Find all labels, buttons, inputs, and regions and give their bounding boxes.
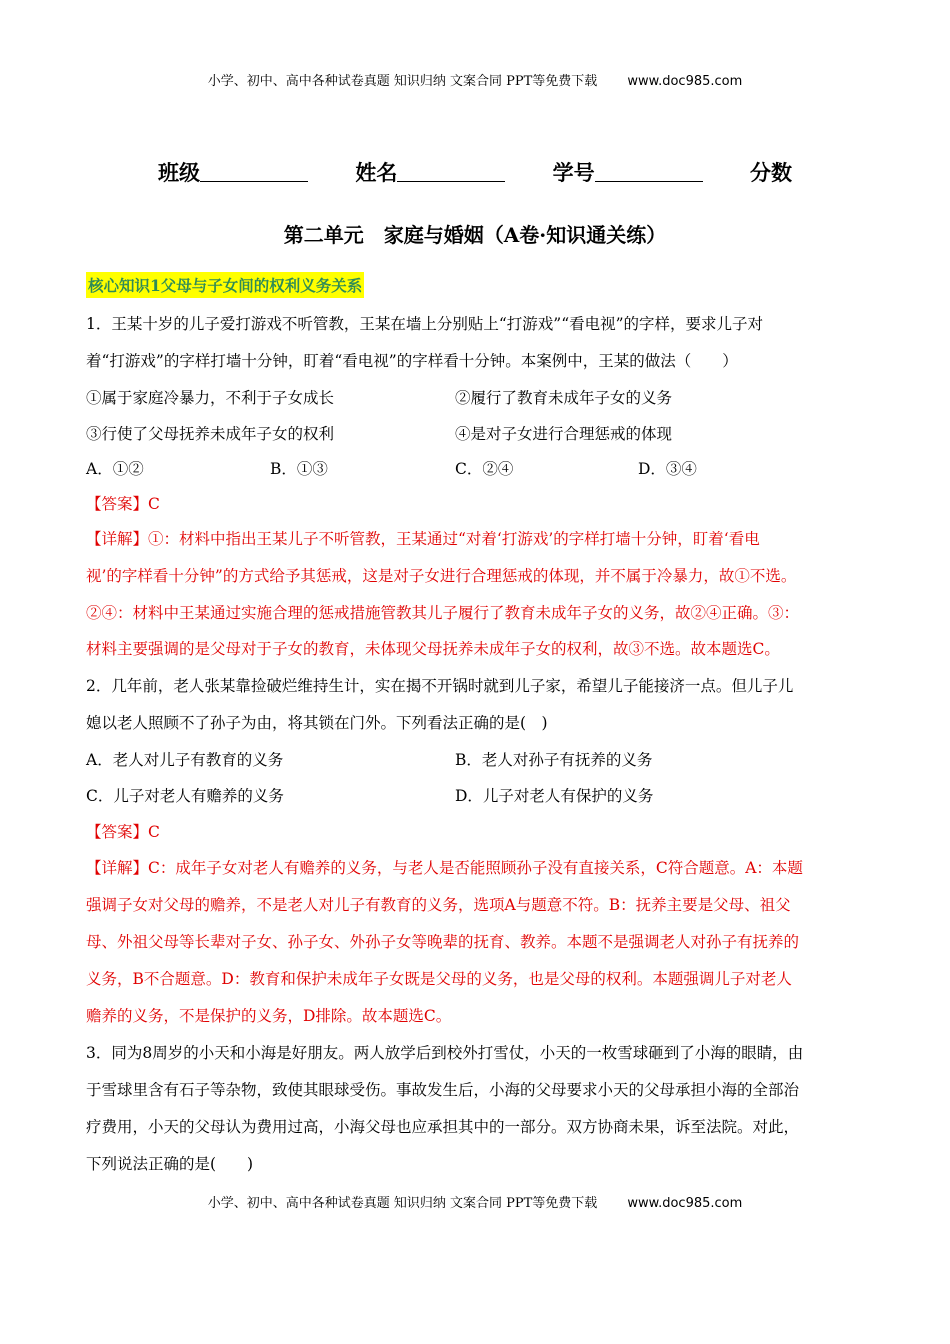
q1-statement-1: ①属于家庭冷暴力，不利于子女成长 <box>86 389 335 407</box>
footer-text: 小学、初中、高中各种试卷真题 知识归纳 文案合同 PPT等免费下载 <box>207 1196 598 1211</box>
q1-explanation-line3: ②④：材料中王某通过实施合理的惩戒措施管教其儿子履行了教育未成年子女的义务，故②④正确。③： <box>86 604 800 622</box>
name-label: 姓名 <box>355 160 398 185</box>
q2-explanation-line2: 强调子女对父母的赡养，不是老人对儿子有教育的义务，选项A与题意不符。B：抚养主要是父母、祖父 <box>86 896 791 914</box>
q2-option-c: C．儿子对老人有赡养的义务 <box>86 787 284 805</box>
q2-explanation-line5: 赡养的义务，不是保护的义务，D排除。故本题选C。 <box>86 1007 452 1025</box>
q1-option-c: C．②④ <box>455 460 514 478</box>
q1-stem-line1: 1．王某十岁的儿子爱打游戏不听管教，王某在墙上分别贴上“打游戏”“看电视”的字样，要求儿子对 <box>86 315 764 333</box>
class-blank <box>200 163 308 182</box>
q1-stem-line2: 着“打游戏”的字样打墙十分钟，盯着“看电视”的字样看十分钟。本案例中，王某的做法（ ） <box>86 352 738 370</box>
page-header <box>0 70 950 89</box>
id-blank <box>595 163 703 182</box>
q1-answer: 【答案】C <box>86 495 160 513</box>
header-text: 小学、初中、高中各种试卷真题 知识归纳 文案合同 PPT等免费下载 <box>207 74 598 89</box>
student-info-row <box>0 157 950 187</box>
q2-explanation-line1: 【详解】C：成年子女对老人有赡养的义务，与老人是否能照顾孙子没有直接关系，C符合题意。A：本题 <box>86 859 803 877</box>
id-label: 学号 <box>552 160 595 185</box>
q2-stem-line2: 媳以老人照顾不了孙子为由，将其锁在门外。下列看法正确的是( ) <box>86 714 548 732</box>
class-label: 班级 <box>158 160 201 185</box>
footer-site: www.doc985.com <box>627 1196 743 1211</box>
q2-option-a: A．老人对儿子有教育的义务 <box>86 751 284 769</box>
q2-explanation-line3: 母、外祖父母等长辈对子女、孙子女、外孙子女等晚辈的抚育、教养。本题不是强调老人对孙子有抚养的 <box>86 933 800 951</box>
q2-option-d: D．儿子对老人有保护的义务 <box>455 787 654 805</box>
page-footer <box>0 1192 950 1211</box>
q2-stem-line1: 2．几年前，老人张某靠捡破烂维持生计，实在揭不开锅时就到儿子家，希望儿子能接济一点。但儿子儿 <box>86 677 794 695</box>
q1-statement-2: ②履行了教育未成年子女的义务 <box>455 389 673 407</box>
q2-option-b: B．老人对孙子有抚养的义务 <box>455 751 653 769</box>
q1-explanation-line2: 视’的字样看十分钟”的方式给予其惩戒，这是对子女进行合理惩戒的体现，并不属于冷暴力，故①不选。 <box>86 567 797 585</box>
name-field <box>355 157 505 187</box>
q3-stem-line3: 疗费用，小天的父母认为费用过高，小海父母也应承担其中的一部分。双方协商未果，诉至法院。对此， <box>86 1118 800 1136</box>
q1-explanation-line4: 材料主要强调的是父母对于子女的教育，未体现父母抚养未成年子女的权利，故③不选。故本题选C。 <box>86 640 780 658</box>
q1-option-d: D．③④ <box>638 460 697 478</box>
score-label: 分数 <box>749 160 792 185</box>
score-field <box>750 157 792 187</box>
name-blank <box>397 163 505 182</box>
section-heading: 核心知识1父母与子女间的权利义务关系 <box>86 272 364 298</box>
q2-answer: 【答案】C <box>86 823 160 841</box>
header-site: www.doc985.com <box>627 74 743 89</box>
class-field <box>158 157 308 187</box>
q3-stem-line4: 下列说法正确的是( ) <box>86 1155 254 1173</box>
page-title: 第二单元 家庭与婚姻（A卷·知识通关练） <box>283 223 667 247</box>
q1-statement-4: ④是对子女进行合理惩戒的体现 <box>455 425 673 443</box>
q1-option-a: A．①② <box>86 460 144 478</box>
id-field <box>553 157 703 187</box>
q3-stem-line2: 于雪球里含有石子等杂物，致使其眼球受伤。事故发生后，小海的父母要求小天的父母承担小海的全部治 <box>86 1081 800 1099</box>
q1-option-b: B．①③ <box>270 460 328 478</box>
q1-explanation-line1: 【详解】①：材料中指出王某儿子不听管教，王某通过“对着‘打游戏’的字样打墙十分钟，盯着‘看电 <box>86 530 760 548</box>
q1-statement-3: ③行使了父母抚养未成年子女的权利 <box>86 425 335 443</box>
q3-stem-line1: 3．同为8周岁的小天和小海是好朋友。两人放学后到校外打雪仗，小天的一枚雪球砸到了小海的眼睛，由 <box>86 1044 804 1062</box>
q2-explanation-line4: 义务，B不合题意。D：教育和保护未成年子女既是父母的义务，也是父母的权利。本题强调儿子对老人 <box>86 970 792 988</box>
